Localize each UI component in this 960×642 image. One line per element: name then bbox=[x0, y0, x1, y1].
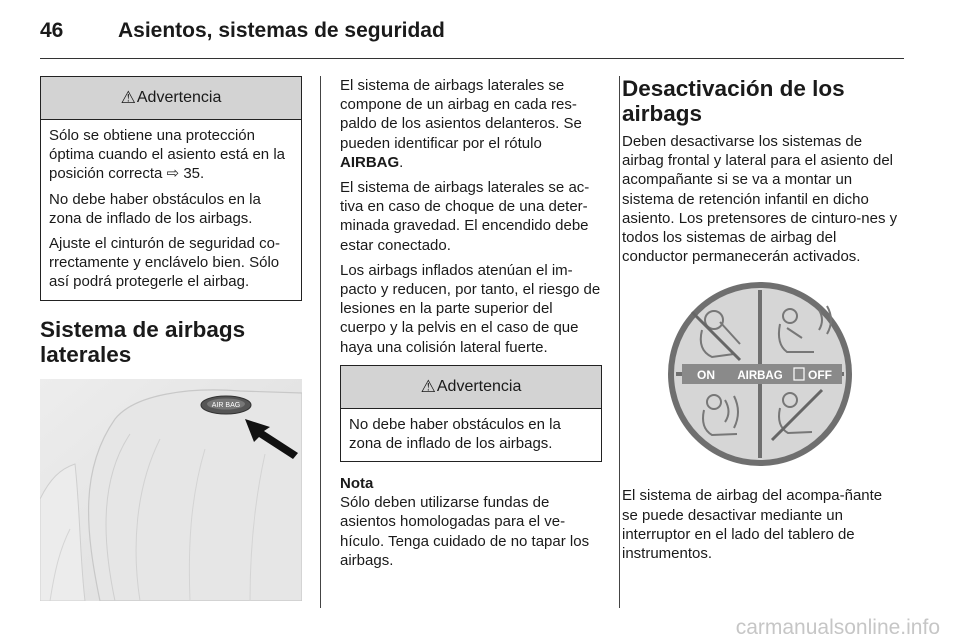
note-title: Nota bbox=[340, 475, 374, 493]
body-paragraph bbox=[340, 76, 602, 172]
airbag-switch-figure bbox=[622, 272, 902, 482]
figure-caption: El sistema de airbag del acompa-ñante se puede desactivar mediante un interruptor en el lado del tablero de instrumentos. bbox=[622, 487, 883, 563]
warning-triangle-icon: ⚠ bbox=[420, 376, 436, 396]
header-rule bbox=[40, 58, 904, 59]
warning-paragraph: Ajuste el cinturón de seguridad co-rrectamente y enclávelo bien. Sólo así podrá protegerle el airbag. bbox=[49, 235, 280, 291]
warning-box bbox=[40, 76, 302, 301]
warning-title: Advertencia bbox=[136, 89, 222, 106]
reference-arrow-icon: ⇨ bbox=[166, 165, 180, 183]
airbag-label-text: AIRBAG bbox=[340, 153, 400, 171]
warning-body bbox=[341, 409, 601, 461]
chapter-title: Asientos, sistemas de seguridad bbox=[118, 19, 445, 42]
warning-text: Sólo se obtiene una protección óptima cuando el asiento está en la posición correcta bbox=[49, 127, 285, 183]
warning-paragraph: No debe haber obstáculos en la zona de inflado de los airbags. bbox=[49, 190, 261, 227]
body-paragraph: El sistema de airbags laterales se ac-tiva en caso de choque de una deter-minada gravedad. El encendido debe estar conectado. bbox=[340, 179, 590, 254]
warning-paragraph: No debe haber obstáculos en la zona de inflado de los airbags. bbox=[349, 415, 561, 453]
warning-header bbox=[341, 366, 601, 409]
airbag-label: AIR BAG bbox=[211, 401, 241, 409]
note-body: Sólo deben utilizarse fundas de asientos homologadas para el ve-hículo. Tenga cuidado de no tapar los airbags. bbox=[340, 494, 590, 569]
side-airbag-seat-figure bbox=[40, 379, 302, 601]
page-reference[interactable]: 35. bbox=[183, 165, 205, 183]
warning-triangle-icon: ⚠ bbox=[120, 88, 136, 107]
warning-header bbox=[41, 77, 301, 120]
column-divider bbox=[619, 76, 620, 608]
watermark: carmanualsonline.info bbox=[735, 616, 940, 639]
body-paragraph: Los airbags inflados atenúan el im-pacto y reducen, por tanto, el riesgo de lesiones en la parte superior del cuerpo y la pelvis en el caso de que haya una colisión lateral fuerte. bbox=[340, 261, 601, 356]
warning-box bbox=[340, 365, 602, 462]
punctuation: . bbox=[399, 153, 404, 171]
column-middle bbox=[340, 76, 602, 576]
body-text: El sistema de airbags laterales se compone de un airbag en cada res-paldo de los asientos delanteros. Se pueden identificar por el rótulo bbox=[340, 77, 582, 152]
section-title: Sistema de airbags laterales bbox=[40, 316, 246, 367]
switch-off-label: OFF bbox=[808, 368, 832, 383]
page-number: 46 bbox=[40, 19, 64, 42]
switch-on-label: ON bbox=[697, 368, 715, 383]
column-divider bbox=[320, 76, 321, 608]
page-header bbox=[40, 14, 445, 48]
switch-airbag-label: AIRBAG bbox=[737, 370, 783, 383]
column-left bbox=[40, 76, 302, 601]
column-right bbox=[622, 76, 902, 569]
body-paragraph: Deben desactivarse los sistemas de airbag frontal y lateral para el asiento del acompañante si se va a montar un sistema de retención infantil en dicho asiento. Los pretensores de cinturo-nes y todos los sistemas de airbag del conductor permanecerán activados. bbox=[622, 133, 898, 266]
warning-paragraph bbox=[49, 126, 293, 184]
warning-title: Advertencia bbox=[436, 377, 522, 395]
warning-body bbox=[41, 120, 301, 300]
section-title: Desactivación de los airbags bbox=[622, 76, 845, 126]
